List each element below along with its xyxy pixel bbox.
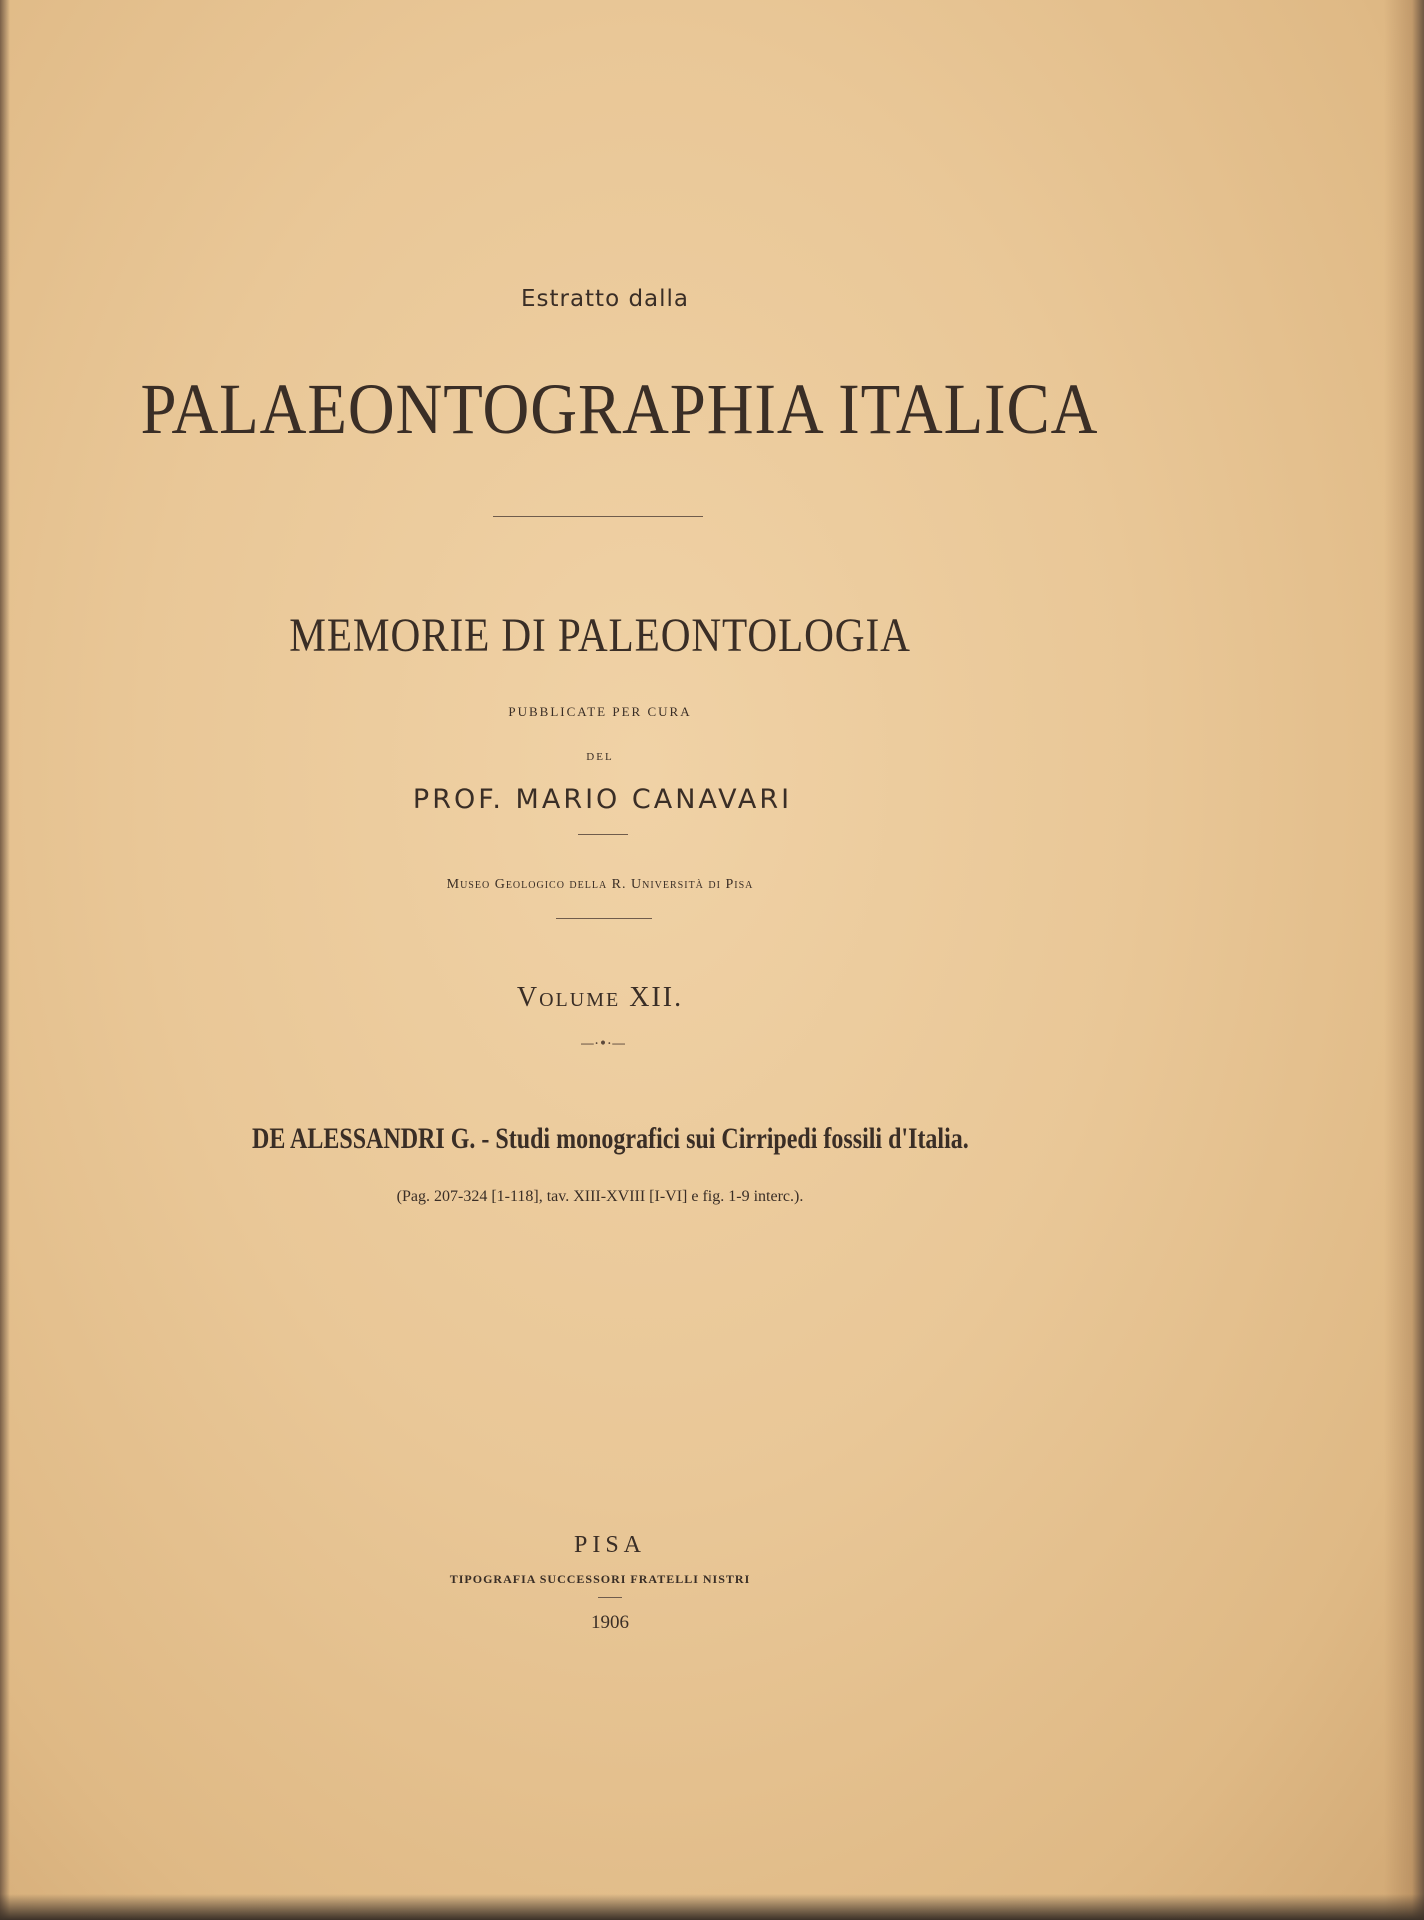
editor-name: PROF. MARIO CANAVARI (412, 784, 793, 815)
editor-divider (578, 834, 628, 835)
volume-label: Volume XII. (516, 982, 684, 1013)
article-title: DE ALESSANDRI G. - Studi monografici sui Cirripedi fossili d'Italia. (252, 1122, 969, 1155)
page-left-edge (0, 0, 10, 1920)
of-label: DEL (586, 751, 614, 763)
extract-line: Estratto dalla (520, 286, 690, 312)
published-by: PUBBLICATE PER CURA (508, 704, 692, 719)
journal-title: PALAEONTOGRAPHIA ITALICA (140, 369, 1099, 449)
title-divider (493, 516, 703, 517)
page-bottom-edge (0, 1894, 1424, 1920)
volume-ornament: —·•·— (580, 1036, 626, 1052)
page-right-edge (1384, 0, 1424, 1920)
article-pages: (Pag. 207-324 [1-118], tav. XIII-XVIII [I-VI] e fig. 1-9 interc.). (396, 1188, 804, 1205)
printer: TIPOGRAFIA SUCCESSORI FRATELLI NISTRI (449, 1572, 751, 1586)
place: PISA (573, 1532, 647, 1558)
printer-divider (598, 1597, 622, 1598)
institution-divider (556, 918, 652, 919)
institution: Museo Geologico della R. Università di Pisa (446, 877, 754, 892)
year: 1906 (591, 1612, 629, 1633)
series-title: MEMORIE DI PALEONTOLOGIA (289, 609, 911, 662)
